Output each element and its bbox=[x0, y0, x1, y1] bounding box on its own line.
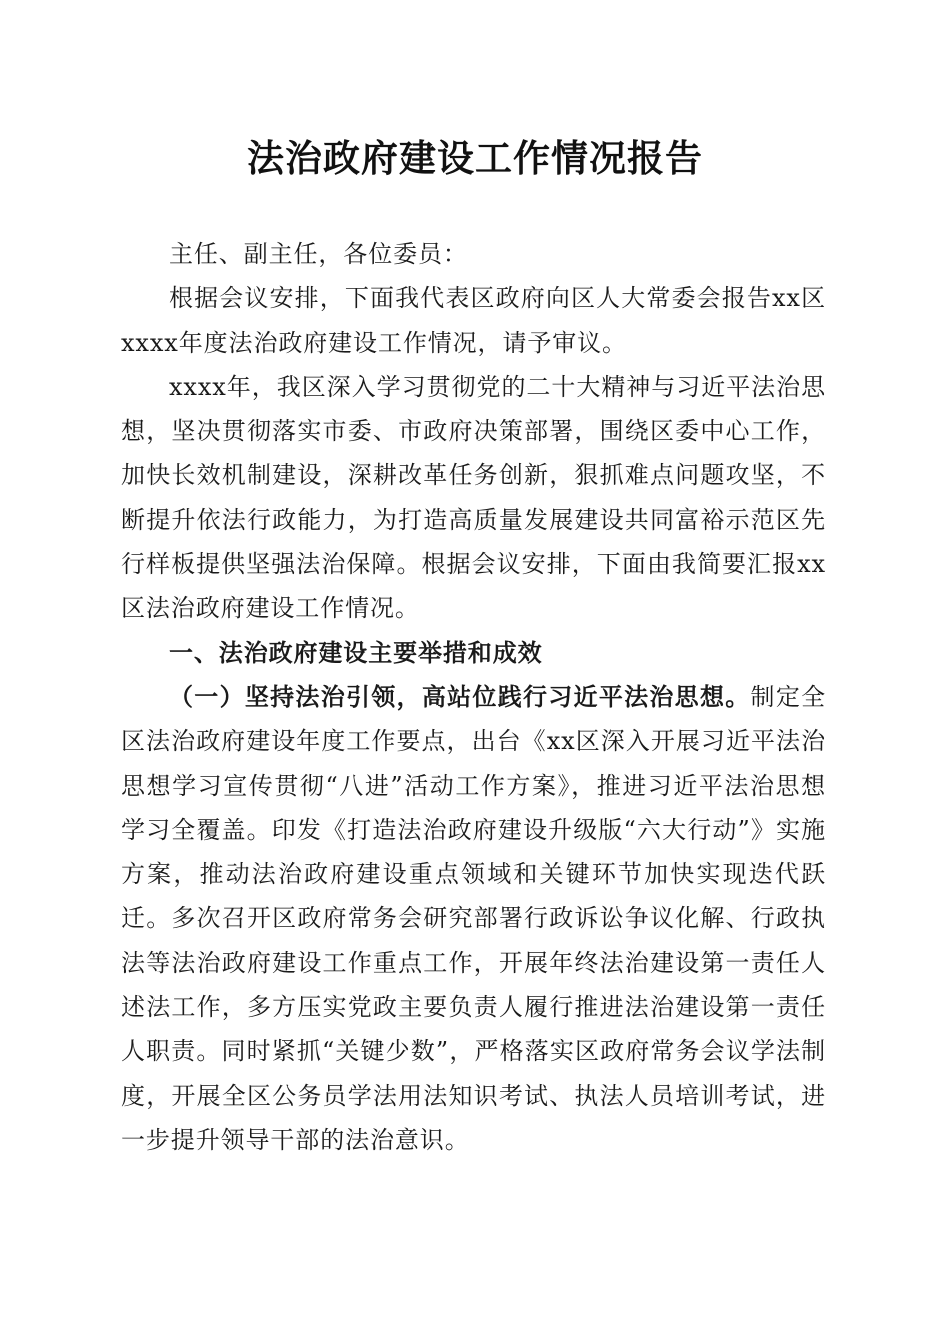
overview-paragraph: xxxx年，我区深入学习贯彻党的二十大精神与习近平法治思想，坚决贯彻落实市委、市政府决策部署，围绕区委中心工作，加快长效机制建设，深耕改革任务创新，狠抓难点问题攻坚，不断提升依法行政能力，为打造高质量发展建设共同富裕示范区先行样板提供坚强法治保障。根据会议安排，下面由我简要汇报xx区法治政府建设工作情况。 bbox=[121, 372, 826, 623]
subsection-paragraph bbox=[121, 675, 826, 1162]
document-title: 法治政府建设工作情况报告 bbox=[247, 136, 703, 180]
document-body bbox=[121, 232, 826, 1162]
salutation-paragraph: 主任、副主任，各位委员： bbox=[169, 240, 468, 268]
subsection-lead: （一）坚持法治引领，高站位践行习近平法治思想。 bbox=[169, 682, 751, 711]
subsection-body: 制定全区法治政府建设年度工作要点，出台《xx区深入开展习近平法治思想学习宣传贯彻“八进”活动工作方案》，推进习近平法治思想学习全覆盖。印发《打造法治政府建设升级版“六大行动”》实施方案，推动法治政府建设重点领域和关键环节加快实现迭代跃迁。多次召开区政府常务会研究部署行政诉讼争议化解、行政执法等法治政府建设工作重点工作，开展年终法治建设第一责任人述法工作，多方压实党政主要负责人履行推进法治建设第一责任人职责。同时紧抓“关键少数”，严格落实区政府常务会议学法制度，开展全区公务员学法用法知识考试、执法人员培训考试，进一步提升领导干部的法治意识。 bbox=[121, 682, 826, 1154]
section-heading: 一、法治政府建设主要举措和成效 bbox=[169, 638, 543, 667]
intro-paragraph: 根据会议安排，下面我代表区政府向区人大常委会报告xx区xxxx年度法治政府建设工作情况，请予审议。 bbox=[121, 284, 826, 357]
